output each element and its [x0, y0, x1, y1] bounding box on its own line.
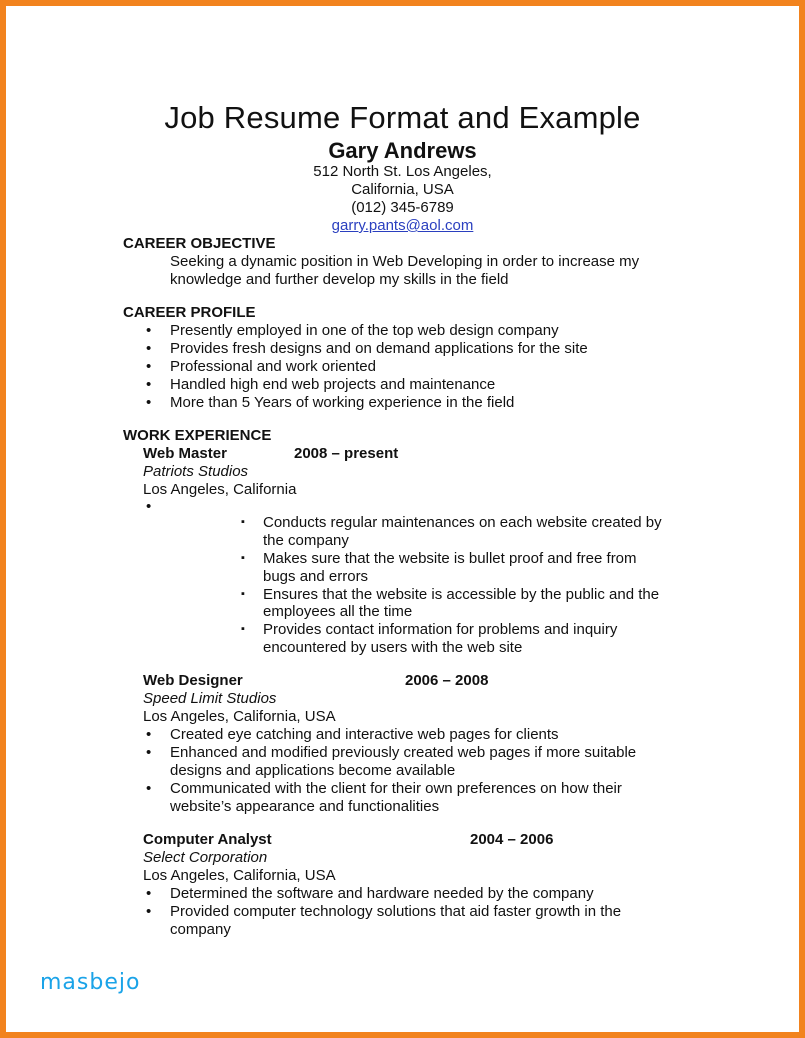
phone-number: (012) 345-6789 [351, 199, 454, 216]
bullet-icon: • [146, 903, 152, 920]
job-item-line: Determined the software and hardware needed by the company [170, 885, 594, 902]
job-item-line: designs and applications become available [170, 762, 456, 779]
job-item-line: encountered by users with the web site [263, 639, 523, 656]
bullet-icon: • [146, 376, 152, 393]
job-item-line: bugs and errors [263, 568, 369, 585]
job-dates: 2006 – 2008 [405, 672, 489, 689]
job-item-line: company [170, 921, 231, 938]
job-item-line: Provided computer technology solutions that aid faster growth in the [170, 903, 622, 920]
applicant-name: Gary Andrews [328, 138, 477, 163]
job-item-line: Conducts regular maintenances on each website created by [263, 514, 662, 531]
job-company: Patriots Studios [143, 463, 249, 480]
address-line-2: California, USA [351, 181, 454, 198]
job-item-line: Created eye catching and interactive web pages for clients [170, 726, 559, 743]
bullet-icon: • [146, 726, 152, 743]
job-location: Los Angeles, California, USA [143, 708, 336, 725]
job-item-line: Ensures that the website is accessible by the public and the [263, 586, 660, 603]
profile-item: Provides fresh designs and on demand applications for the site [170, 340, 588, 357]
job-item-line: Makes sure that the website is bullet proof and free from [263, 550, 637, 567]
job-item-line: Communicated with the client for their own preferences on how their [170, 780, 622, 797]
bullet-icon: • [146, 358, 152, 375]
job-title: Web Master [143, 445, 227, 462]
career-objective-line-2: knowledge and further develop my skills in the field [170, 271, 509, 288]
job-title: Computer Analyst [143, 831, 272, 848]
career-profile-heading: CAREER PROFILE [123, 304, 256, 321]
work-experience-heading: WORK EXPERIENCE [123, 427, 272, 444]
bullet-icon: • [146, 885, 152, 902]
job-item-line: website’s appearance and functionalities [170, 798, 440, 815]
bullet-icon: • [146, 394, 152, 411]
job-location: Los Angeles, California [143, 481, 297, 498]
job-company: Select Corporation [143, 849, 268, 866]
job-location: Los Angeles, California, USA [143, 867, 336, 884]
job-dates: 2008 – present [294, 445, 399, 462]
profile-item: More than 5 Years of working experience in the field [170, 394, 515, 411]
watermark-text: masbejo [40, 970, 141, 995]
job-company: Speed Limit Studios [143, 690, 277, 707]
square-bullet-icon: ▪ [241, 516, 245, 528]
job-title: Web Designer [143, 672, 243, 689]
square-bullet-icon: ▪ [241, 552, 245, 564]
job-dates: 2004 – 2006 [470, 831, 554, 848]
profile-item: Professional and work oriented [170, 358, 376, 375]
document-title: Job Resume Format and Example [164, 100, 641, 135]
bullet-icon: • [146, 744, 152, 761]
career-objective-line-1: Seeking a dynamic position in Web Developing in order to increase my [170, 253, 640, 270]
bullet-icon: • [146, 780, 152, 797]
empty-bullet-icon: • [146, 498, 152, 515]
job-item-line: employees all the time [263, 603, 413, 620]
job-item-line: the company [263, 532, 349, 549]
profile-item: Handled high end web projects and maintenance [170, 376, 496, 393]
profile-item: Presently employed in one of the top web design company [170, 322, 559, 339]
address-line-1: 512 North St. Los Angeles, [313, 163, 492, 180]
job-item-line: Enhanced and modified previously created web pages if more suitable [170, 744, 637, 761]
career-objective-heading: CAREER OBJECTIVE [123, 235, 276, 252]
square-bullet-icon: ▪ [241, 588, 245, 600]
bullet-icon: • [146, 340, 152, 357]
email-link[interactable]: garry.pants@aol.com [331, 217, 474, 234]
square-bullet-icon: ▪ [241, 623, 245, 635]
job-item-line: Provides contact information for problems and inquiry [263, 621, 618, 638]
bullet-icon: • [146, 322, 152, 339]
